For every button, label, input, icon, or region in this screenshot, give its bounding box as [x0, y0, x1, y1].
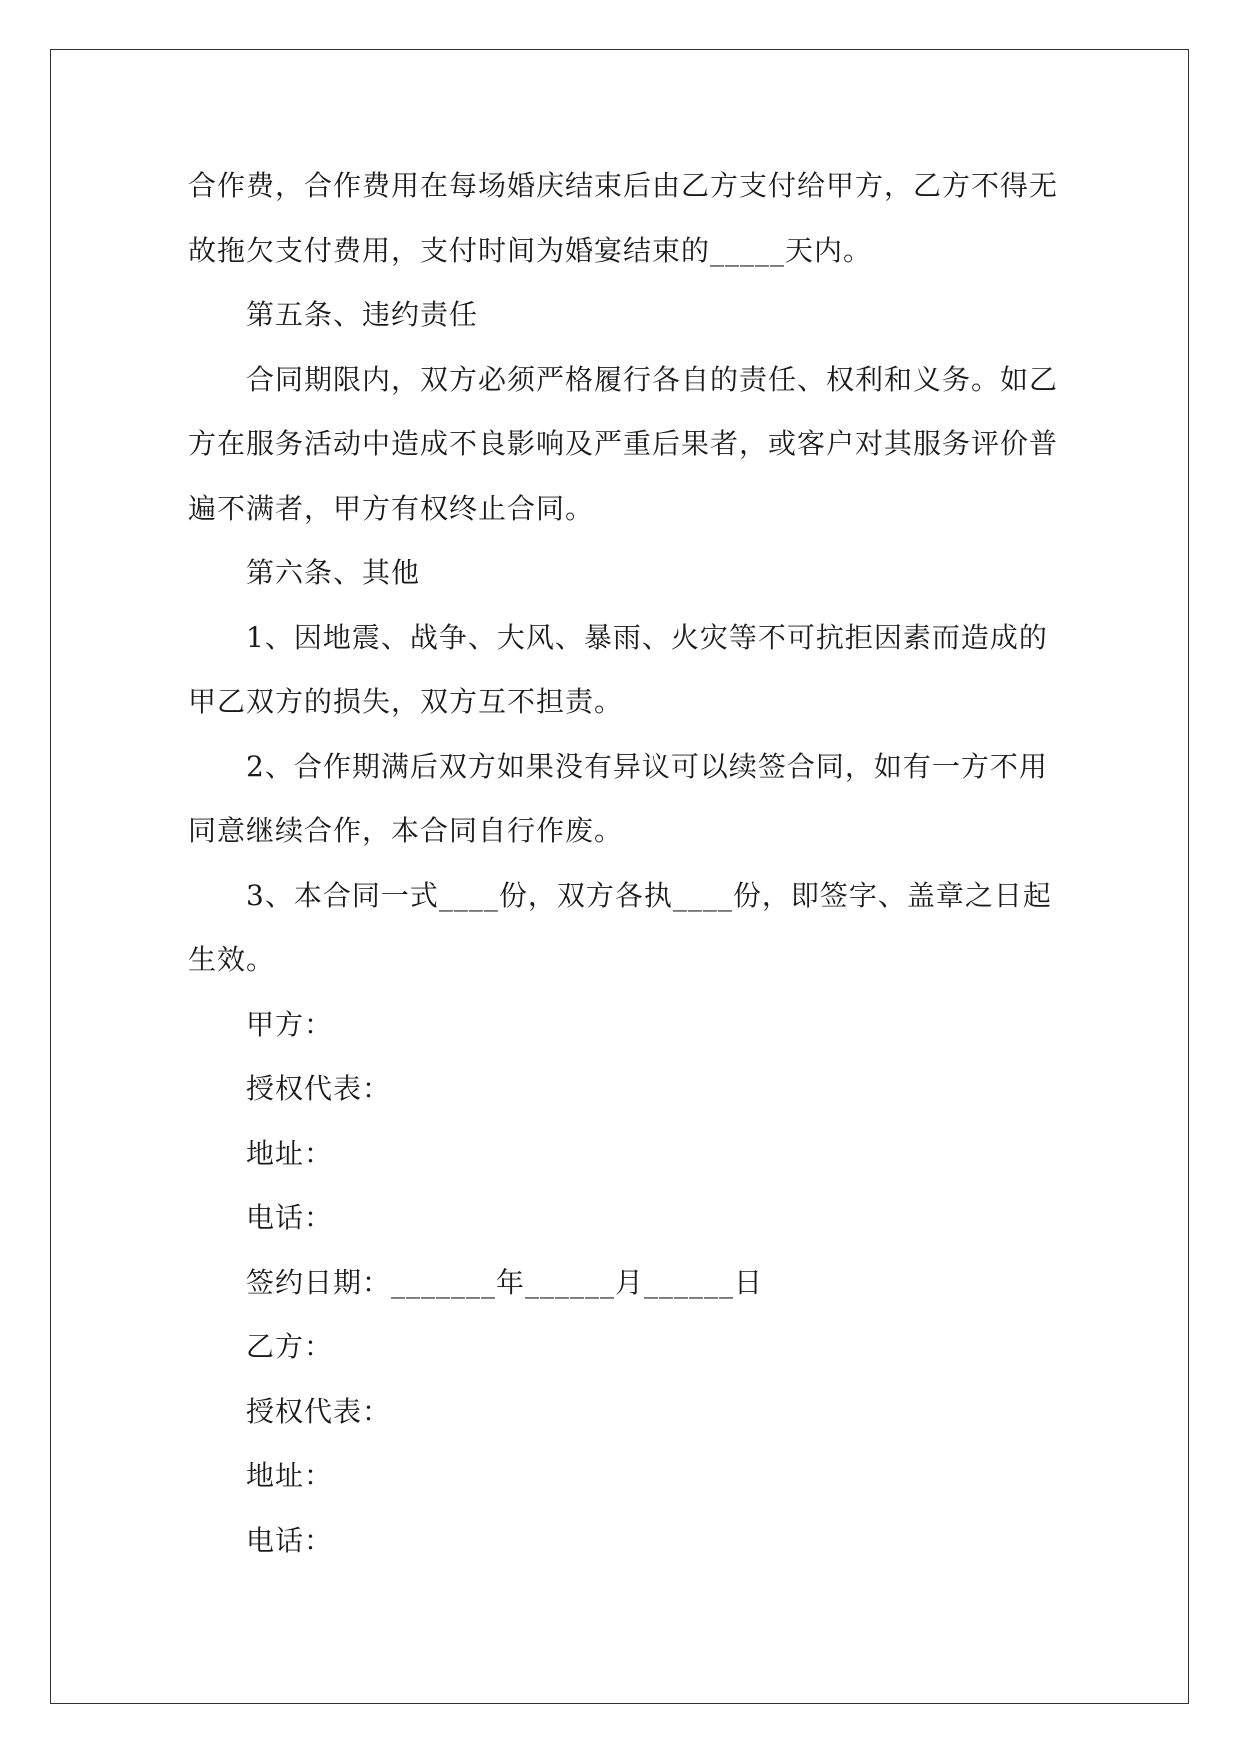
- party-b-address: 地址：: [246, 1459, 334, 1492]
- paragraph-line: 遍不满者，甲方有权终止合同。: [188, 491, 595, 525]
- party-a-representative: 授权代表：: [246, 1072, 392, 1105]
- party-b-phone: 电话：: [246, 1523, 334, 1557]
- paragraph-line: 生效。: [188, 943, 276, 976]
- paragraph-line: 2、合作期满后双方如果没有异议可以续签合同，如有一方不用: [246, 749, 1048, 783]
- paragraph-line: 1、因地震、战争、大风、暴雨、火灾等不可抗拒因素而造成的: [246, 620, 1048, 654]
- paragraph-line: 同意继续合作，本合同自行作废。: [188, 814, 624, 847]
- party-b-representative: 授权代表：: [246, 1394, 392, 1428]
- paragraph-line: 合作费，合作费用在每场婚庆结束后由乙方支付给甲方，乙方不得无: [188, 169, 1059, 202]
- section-heading: 第五条、违约责任: [246, 298, 479, 331]
- party-a-label: 甲方：: [246, 1007, 334, 1041]
- party-a-address: 地址：: [246, 1136, 334, 1170]
- signing-date: 签约日期：_______年______月______日: [246, 1265, 764, 1299]
- paragraph-line: 甲乙双方的损失，双方互不担责。: [188, 685, 624, 718]
- party-a-phone: 电话：: [246, 1201, 334, 1234]
- contract-text: [188, 154, 1068, 1573]
- section-heading: 第六条、其他: [246, 556, 421, 589]
- paragraph-line: 方在服务活动中造成不良影响及严重后果者，或客户对其服务评价普: [188, 427, 1059, 460]
- paragraph-line: 合同期限内，双方必须严格履行各自的责任、权利和义务。如乙: [246, 362, 1059, 396]
- paragraph-line: 3、本合同一式____份，双方各执____份，即签字、盖章之日起: [246, 878, 1052, 912]
- paragraph-line: 故拖欠支付费用，支付时间为婚宴结束的_____天内。: [188, 233, 873, 267]
- party-b-label: 乙方：: [246, 1330, 334, 1363]
